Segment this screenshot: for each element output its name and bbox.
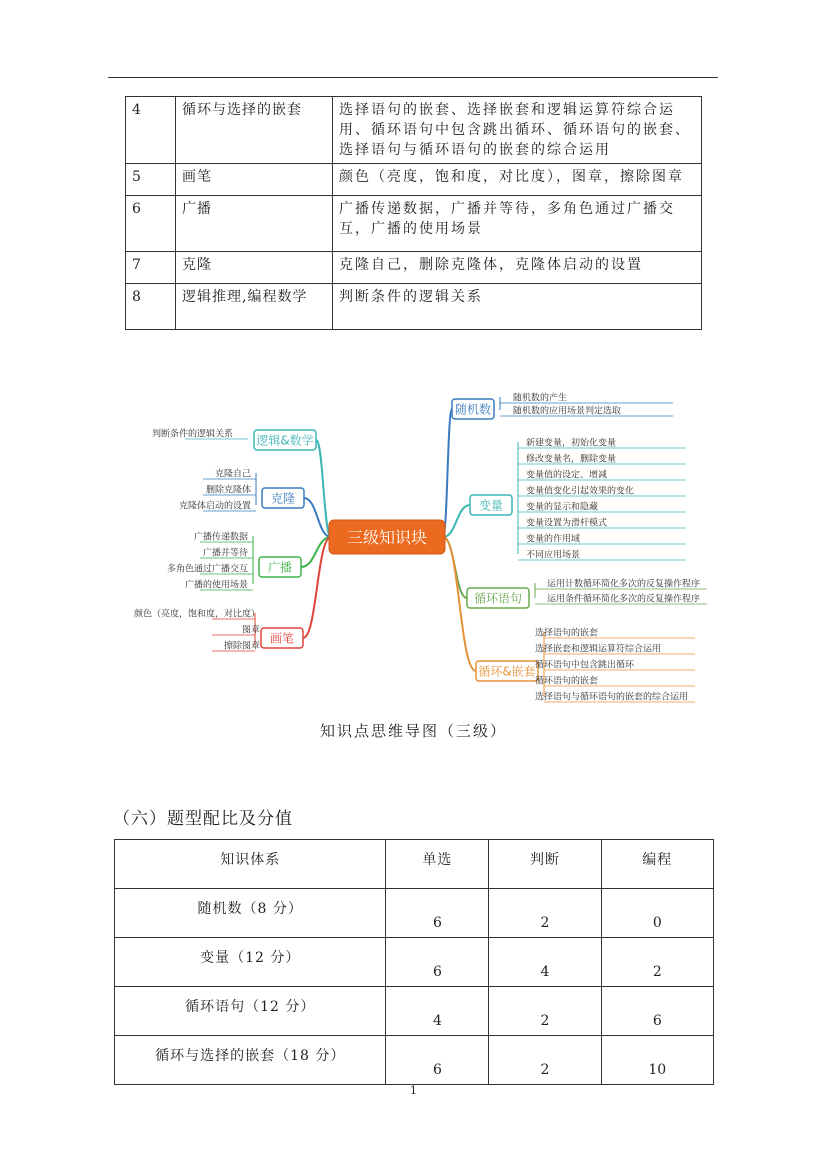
branch-connector: [443, 409, 452, 537]
table-row: [115, 987, 714, 1036]
mindmap-caption: 知识点思维导图（三级）: [319, 722, 507, 740]
header-cell: 编程: [601, 840, 713, 889]
value-cell: 4: [489, 938, 601, 987]
branch-item: 变量值变化引起效果的变化: [526, 486, 635, 497]
branch-item: 新建变量，初始化变量: [526, 438, 617, 449]
table-row: [115, 938, 714, 987]
header-rule: [108, 77, 718, 78]
topic-cell: 循环与选择的嵌套（18 分）: [115, 1036, 386, 1085]
branch-label: 克隆: [270, 491, 296, 506]
branch-label: 广播: [267, 560, 293, 575]
branch-connector: [443, 505, 470, 537]
row-content: 选择语句的嵌套、选择嵌套和逻辑运算符综合运 用、循环语句中包含跳出循环、循环语句的嵌套、 选择语句与循环语句的嵌套的综合运用: [333, 97, 702, 164]
section-title: （六）题型配比及分值: [113, 809, 293, 829]
value-cell: 2: [601, 938, 713, 987]
branch-item: 选择嵌套和逻辑运算符综合运用: [535, 644, 662, 655]
branch-label: 循环&嵌套: [478, 664, 536, 679]
value-cell: 10: [601, 1036, 713, 1085]
branch-item: 广播传递数据: [193, 532, 248, 543]
branch-item: 判断条件的逻辑关系: [151, 429, 233, 440]
branch-item: 运用条件循环简化多次的反复操作程序: [547, 594, 701, 605]
branch-item: 修改变量名，删除变量: [526, 454, 617, 465]
branch-item: 运用计数循环简化多次的反复操作程序: [547, 579, 701, 590]
knowledge-table: [125, 96, 702, 330]
row-topic: 克隆: [176, 252, 333, 284]
branch-item: 克隆自己: [214, 469, 251, 480]
row-topic: 广播: [176, 196, 333, 252]
branch-item: 变量值的设定、增减: [526, 470, 608, 481]
table-row: [126, 284, 702, 330]
branch-item: 图章: [241, 625, 260, 636]
branch-item: 变量设置为滑杆模式: [526, 518, 608, 529]
branch-item: 随机数的应用场景判定选取: [513, 406, 622, 417]
branch-label: 逻辑&数学: [256, 433, 314, 448]
row-content: 广播传递数据，广播并等待，多角色通过广播交 互，广播的使用场景: [333, 196, 702, 252]
header-cell: 单选: [386, 840, 489, 889]
branch-item: 克隆体启动的设置: [178, 501, 251, 512]
topic-cell: 随机数（8 分）: [115, 889, 386, 938]
branch-label: 画笔: [269, 631, 295, 646]
value-cell: 2: [489, 987, 601, 1036]
row-topic: 循环与选择的嵌套: [176, 97, 333, 164]
value-cell: 6: [601, 987, 713, 1036]
branch-item: 广播的使用场景: [184, 580, 248, 591]
value-cell: 6: [386, 938, 489, 987]
table-row: [126, 164, 702, 196]
table-header: [115, 840, 714, 889]
header-cell: 判断: [489, 840, 601, 889]
mindmap: [125, 385, 725, 715]
row-topic: 画笔: [176, 164, 333, 196]
row-number: 6: [126, 196, 176, 252]
branch-item: 擦除图章: [223, 641, 260, 652]
branch-item: 随机数的产生: [513, 393, 568, 404]
topic-cell: 变量（12 分）: [115, 938, 386, 987]
row-content: 克隆自己，删除克隆体，克隆体启动的设置: [333, 252, 702, 284]
branch-item: 删除克隆体: [205, 485, 251, 496]
value-cell: 6: [386, 1036, 489, 1085]
value-cell: 2: [489, 889, 601, 938]
table-row: [115, 889, 714, 938]
page-number: 1: [410, 1084, 417, 1097]
row-content: 判断条件的逻辑关系: [333, 284, 702, 330]
branch-item: 广播并等待: [202, 548, 248, 559]
branch-item: 变量的作用域: [526, 534, 581, 545]
table-row: [126, 252, 702, 284]
value-cell: 4: [386, 987, 489, 1036]
branch-item: 选择语句的嵌套: [535, 628, 599, 639]
branch-item: 多角色通过广播交互: [166, 564, 248, 575]
row-number: 8: [126, 284, 176, 330]
value-cell: 0: [601, 889, 713, 938]
row-number: 5: [126, 164, 176, 196]
branch-item: 不同应用场景: [526, 550, 581, 561]
value-cell: 2: [489, 1036, 601, 1085]
score-table: [114, 839, 714, 1085]
header-cell: 知识体系: [115, 840, 386, 889]
table-row: [126, 196, 702, 252]
center-label: 三级知识块: [346, 528, 428, 547]
value-cell: 6: [386, 889, 489, 938]
branch-label: 随机数: [454, 402, 492, 417]
branch-item: 变量的显示和隐藏: [526, 502, 599, 513]
table-row: [115, 1036, 714, 1085]
branch-item: 颜色（亮度，饱和度，对比度）: [133, 609, 260, 620]
branch-label: 变量: [478, 498, 504, 513]
table-row: [126, 97, 702, 164]
branch-item: 循环语句的嵌套: [535, 676, 599, 687]
row-content: 颜色（亮度，饱和度，对比度），图章，擦除图章: [333, 164, 702, 196]
branch-label: 循环语句: [473, 591, 523, 606]
topic-cell: 循环语句（12 分）: [115, 987, 386, 1036]
branch-item: 选择语句与循环语句的嵌套的综合运用: [535, 692, 689, 703]
row-number: 4: [126, 97, 176, 164]
row-topic: 逻辑推理,编程数学: [176, 284, 333, 330]
branch-item: 循环语句中包含跳出循环: [535, 660, 635, 671]
row-number: 7: [126, 252, 176, 284]
